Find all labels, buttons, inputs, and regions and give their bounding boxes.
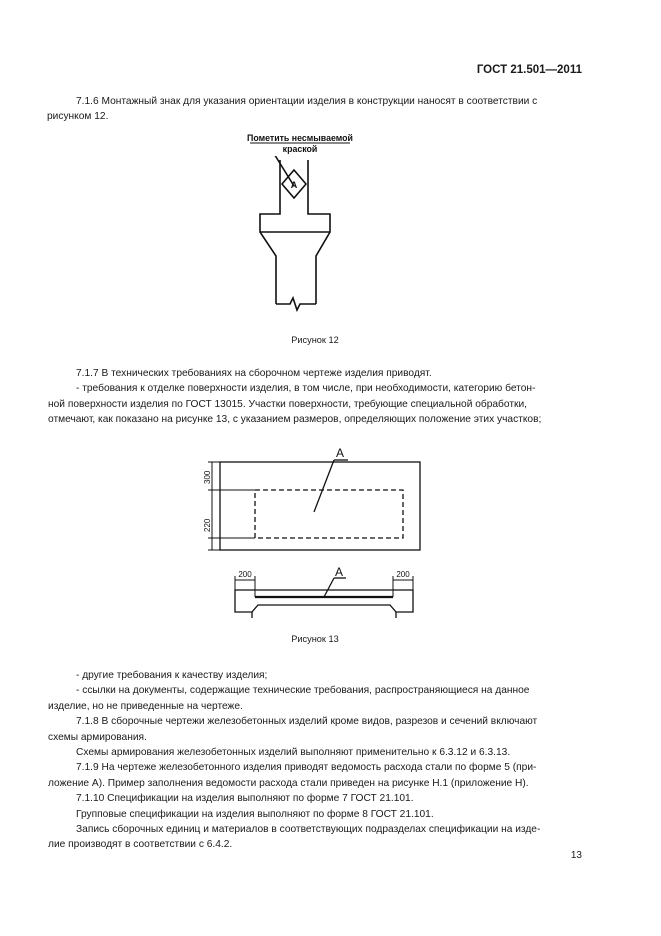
mounting-mark-letter: А: [290, 180, 298, 190]
figure-13-drawing: [200, 440, 440, 630]
bullet-other-requirements: - другие требования к качеству изделия;: [76, 670, 268, 681]
paragraph-7-1-9-line2: ложение А). Пример заполнения ведомости расхода стали приведен на рисунке Н.1 (приложение Н).: [48, 777, 529, 789]
plan-treatment-zone: [255, 490, 403, 538]
plan-outer-outline: [220, 462, 420, 550]
figure-12-drawing: [240, 128, 400, 320]
figure-12-note-line2: краской: [282, 144, 318, 154]
figure-12-note-line1: Пометить несмываемой: [247, 133, 353, 143]
bullet-finish-line1: - требования к отделке поверхности изделия, в том числе, при необходимости, категорию бетон-: [76, 383, 536, 395]
paragraph-line: 7.1.6 Монтажный знак для указания ориентации изделия в конструкции наносят в соответствии с: [76, 96, 538, 107]
bullet-finish-line2: ной поверхности изделия по ГОСТ 13015. Участки поверхности, требующие специальной обработки,: [48, 398, 527, 410]
dimension-220: 220: [203, 518, 212, 532]
paragraph-7-1-6: [47, 94, 582, 125]
dimension-200-left: 200: [238, 570, 252, 579]
paragraph-7-1-8-line1: 7.1.8 В сборочные чертежи железобетонных изделий кроме видов, разрезов и сечений включают: [76, 716, 538, 728]
paragraph-7-1-9-line1: 7.1.9 На чертеже железобетонного изделия приводят ведомость расхода стали по форме 5 (при-: [76, 762, 537, 774]
section-outline: [235, 590, 413, 612]
document-standard-number: ГОСТ 21.501—2011: [476, 64, 582, 76]
paragraph-group-specs: Групповые спецификации на изделия выполняют по форме 8 ГОСТ 21.101.: [76, 808, 434, 820]
plan-zone-letter: А: [335, 446, 345, 460]
figure-12-caption: Рисунок 12: [291, 335, 339, 345]
paragraph-7-1-7: [48, 366, 582, 428]
bullet-references-line2: изделие, но не приведенные на чертеже.: [48, 700, 243, 712]
section-zone-leader: [324, 578, 334, 597]
paragraph-schemes: Схемы армирования железобетонных изделий выполняют применительно к 6.3.12 и 6.3.13.: [76, 747, 511, 759]
page-number: 13: [570, 850, 582, 861]
paragraph-7-1-8-line2: схемы армирования.: [48, 731, 147, 743]
dimension-300: 300: [203, 470, 212, 484]
figure-13-caption: Рисунок 13: [291, 634, 339, 644]
paragraph-line: 7.1.7 В технических требованиях на сборочном чертеже изделия приводят.: [76, 368, 432, 379]
paragraph-lower-block: [48, 668, 582, 853]
break-line: [276, 298, 316, 310]
paragraph-7-1-10: 7.1.10 Спецификации на изделия выполняют по форме 7 ГОСТ 21.101.: [76, 793, 414, 805]
dimension-200-right: 200: [396, 570, 410, 579]
paragraph-record-line2: лие производят в соответствии с 6.4.2.: [48, 839, 233, 851]
paragraph-line: рисунком 12.: [47, 111, 109, 123]
bullet-finish-line3: отмечают, как показано на рисунке 13, с указанием размеров, определяющих положение этих участков;: [48, 414, 542, 426]
bullet-references-line1: - ссылки на документы, содержащие технические требования, распространяющиеся на данное: [76, 685, 530, 697]
paragraph-record-line1: Запись сборочных единиц и материалов в соответствующих подразделах спецификации на изде-: [76, 824, 541, 836]
section-zone-letter: А: [334, 565, 344, 579]
plan-zone-leader: [314, 460, 334, 512]
